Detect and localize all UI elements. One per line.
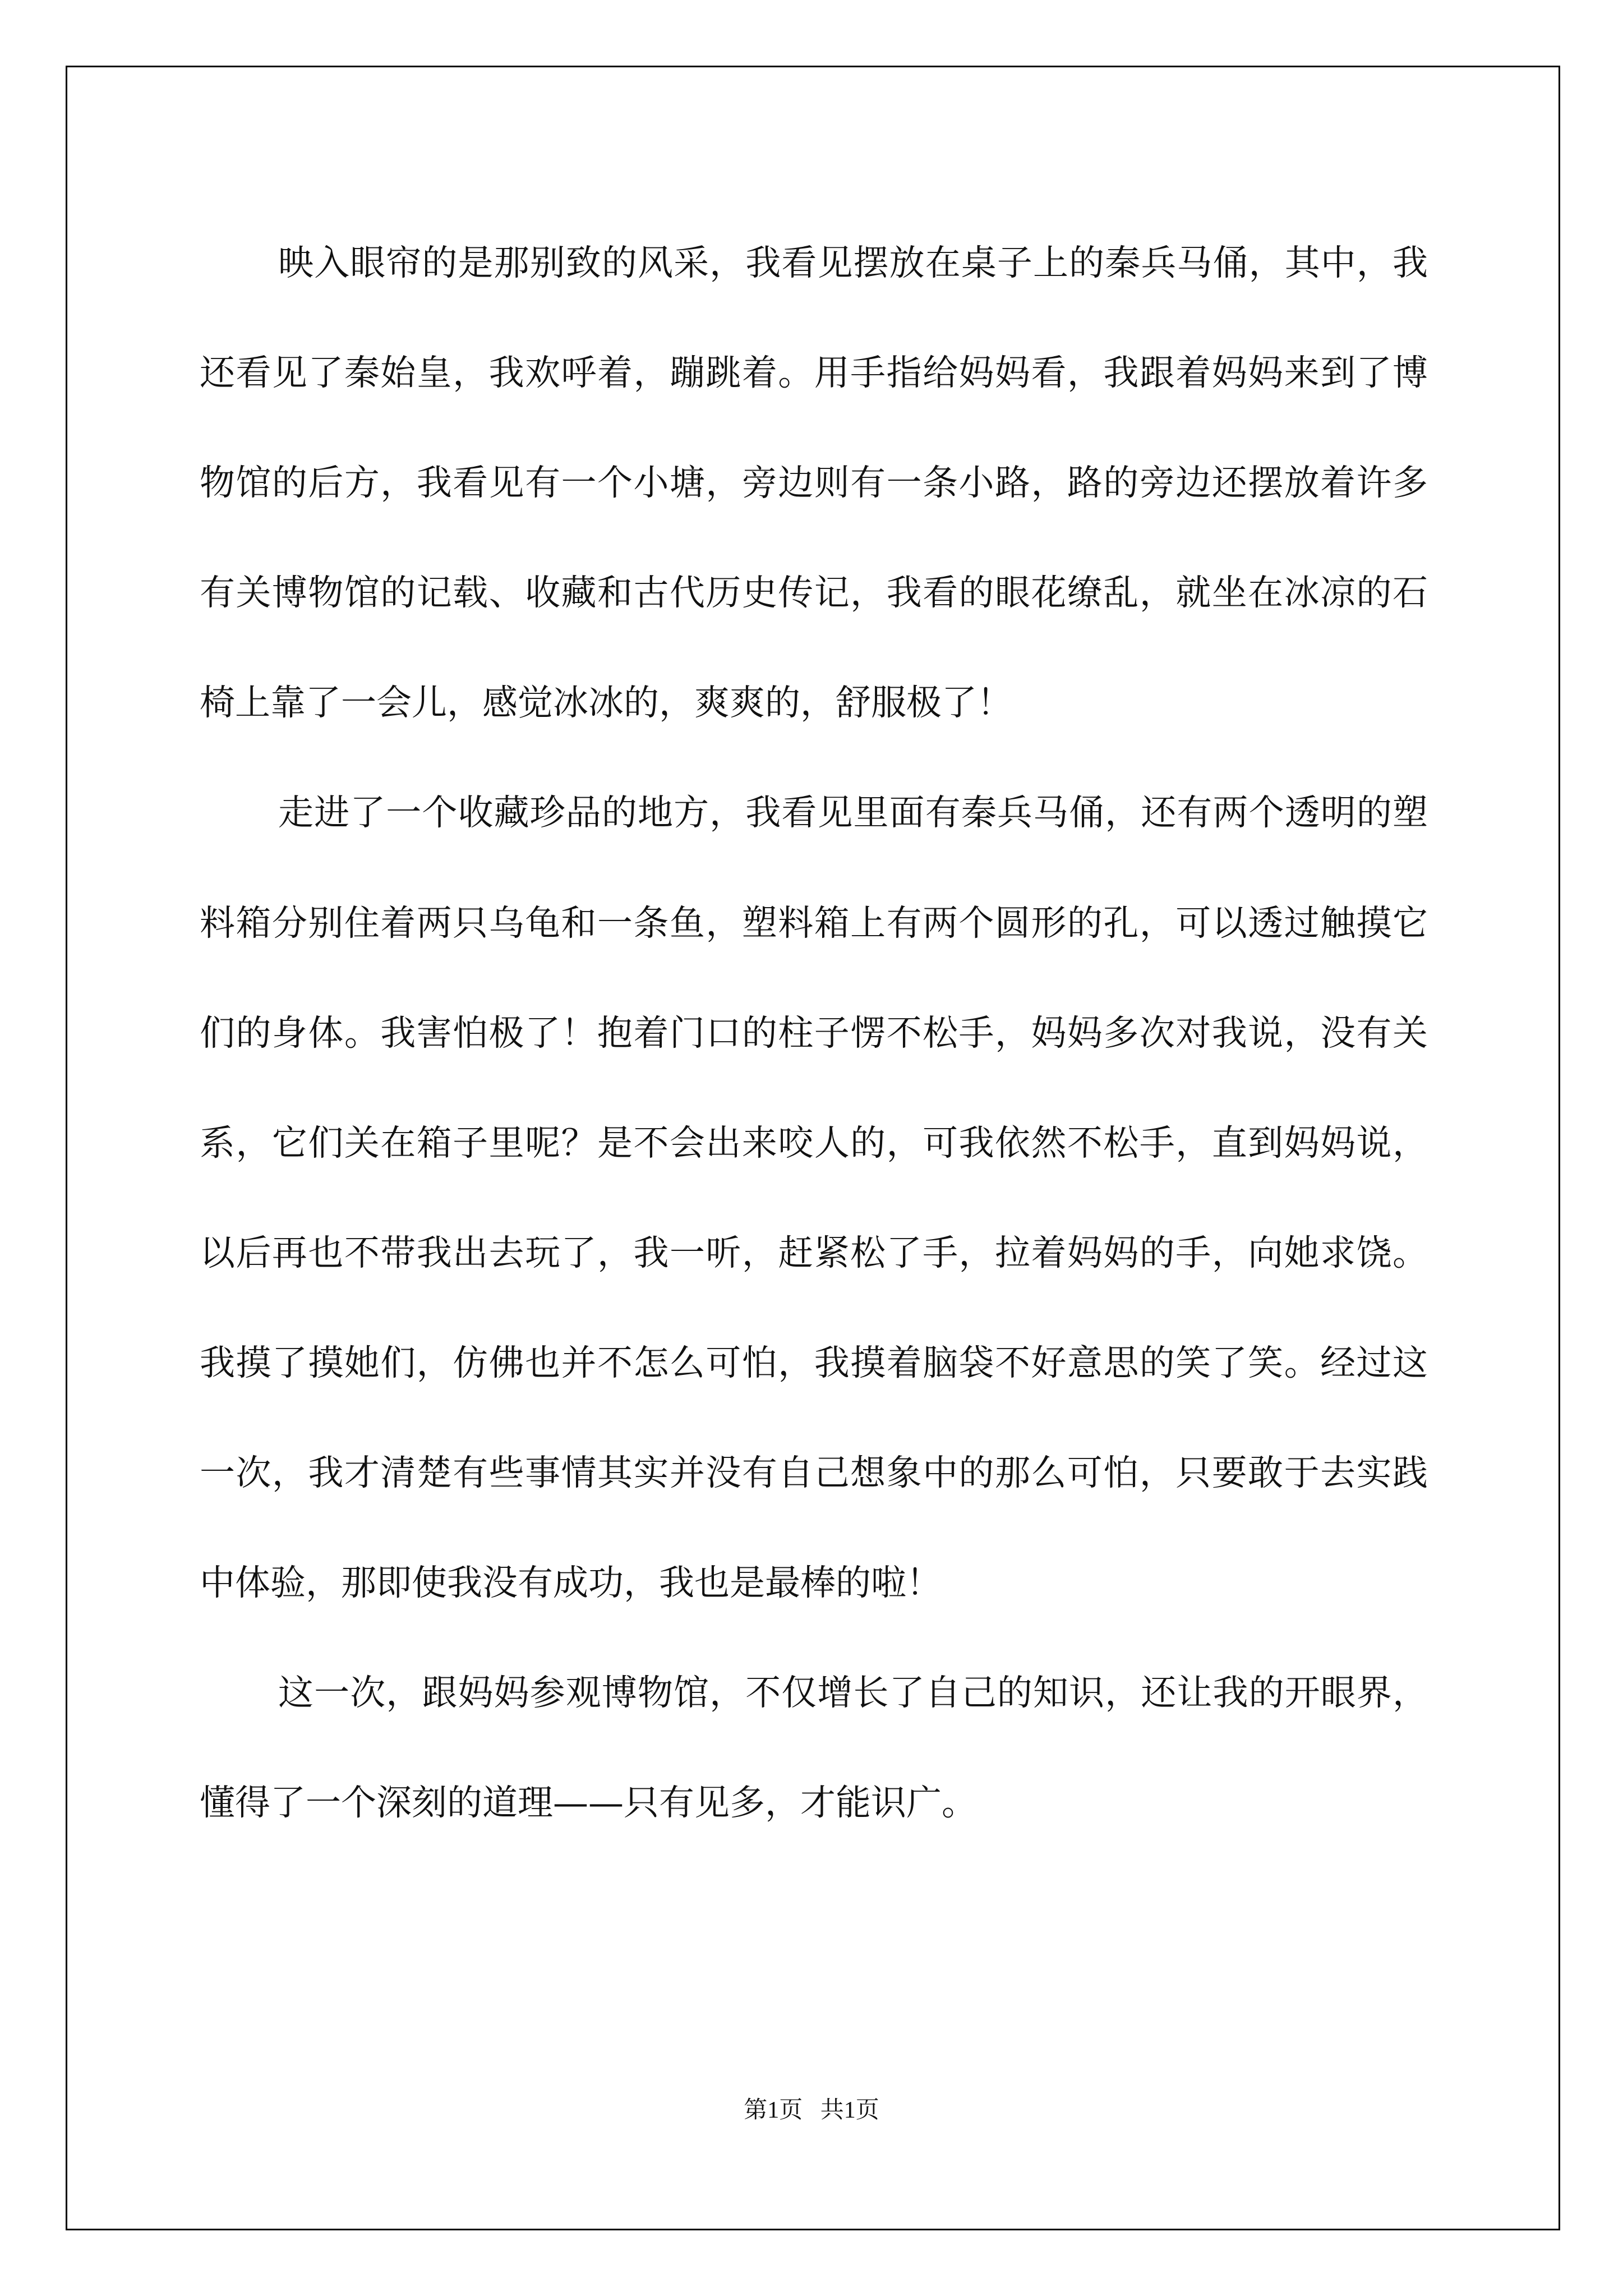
paragraph-2: 走进了一个收藏珍品的地方，我看见里面有秦兵马俑，还有两个透明的塑料箱分别住着两只乌龟和一条鱼，塑料箱上有两个圆形的孔，可以透过触摸它们的身体。我害怕极了！抱着门口的柱子愣不松手，妈妈多次对我说，没有关系，它们关在箱子里呢？是不会出来咬人的，可我依然不松手，直到妈妈说，以后再也不带我出去玩了，我一听，赶紧松了手，拉着妈妈的手，向她求饶。我摸了摸她们，仿佛也并不怎么可怕，我摸着脑袋不好意思的笑了笑。经过这一次，我才清楚有些事情其实并没有自己想象中的那么可怕，只要敢于去实践中体验，那即使我没有成功，我也是最棒的啦！: [200, 792, 1428, 1604]
document-body: [200, 208, 1428, 1858]
paragraph-3: 这一次，跟妈妈参观博物馆，不仅增长了自己的知识，还让我的开眼界，懂得了一个深刻的道理——只有见多，才能识广。: [200, 1672, 1428, 1824]
page-number-footer: 第1页 共1页: [744, 2097, 879, 2123]
paragraph-1: 映入眼帘的是那别致的风采，我看见摆放在桌子上的秦兵马俑，其中，我还看见了秦始皇，我欢呼着，蹦跳着。用手指给妈妈看，我跟着妈妈来到了博物馆的后方，我看见有一个小塘，旁边则有一条小路，路的旁边还摆放着许多有关博物馆的记载、收藏和古代历史传记，我看的眼花缭乱，就坐在冰凉的石椅上靠了一会儿，感觉冰冰的，爽爽的，舒服极了！: [200, 242, 1428, 724]
